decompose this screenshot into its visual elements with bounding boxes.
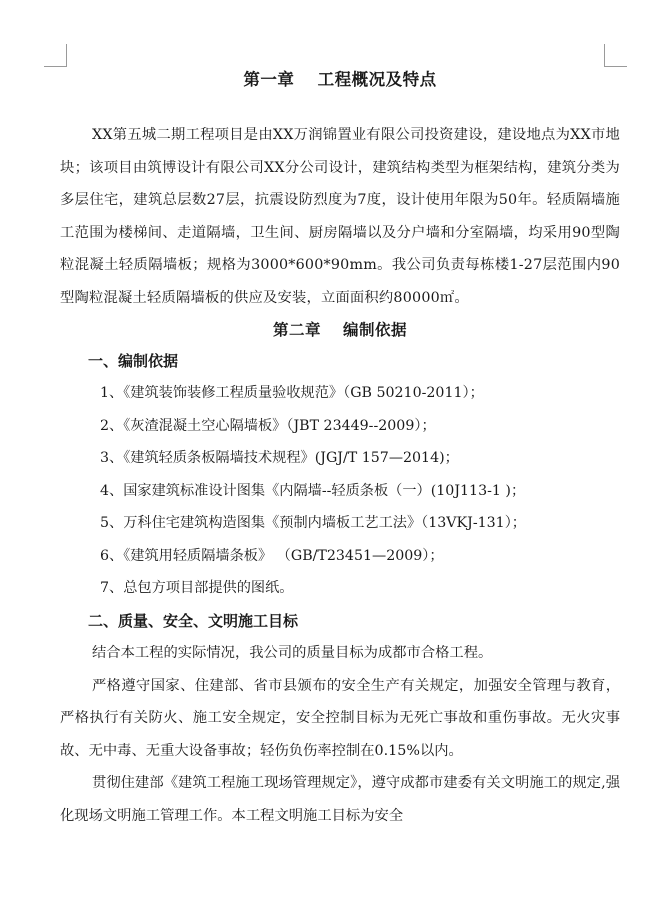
document-body bbox=[60, 66, 620, 833]
section-2-heading: 二、质量、安全、文明施工目标 bbox=[88, 611, 299, 630]
quality-goal-paragraph: 结合本工程的实际情况，我公司的质量目标为成都市合格工程。 bbox=[92, 645, 493, 662]
basis-item-6: 6、《建筑用轻质隔墙条板》 （GB/T23451—2009）； bbox=[100, 547, 444, 564]
basis-item-3: 3、《建筑轻质条板隔墙技术规程》(JGJ/T 157—2014)； bbox=[100, 450, 459, 467]
section-1-heading: 一、编制依据 bbox=[88, 351, 179, 370]
overview-paragraph: XX第五城二期工程项目是由XX万润锦置业有限公司投资建设，建设地点为XX市地块；该项目由筑博设计有限公司XX分公司设计，建筑结构类型为框架结构，建筑分类为多层住宅，建筑总层数27层，抗震设防烈度为7度，设计使用年限为50年。轻质隔墙施工范围为楼梯间、走道隔墙，卫生间、厨房隔墙以及分户墙和分室隔墙，均采用90型陶粒混凝土轻质隔墙板；规格为3000*600*90mm。我公司负责每栋楼1-27层范围内90型陶粒混凝土轻质隔墙板的供应及安装，立面面积约80000㎡。 bbox=[60, 127, 620, 306]
crop-mark-top-left bbox=[44, 44, 67, 67]
crop-mark-top-right bbox=[604, 44, 627, 67]
basis-item-7: 7、总包方项目部提供的图纸。 bbox=[100, 580, 294, 597]
civilized-construction-paragraph: 贯彻住建部《建筑工程施工现场管理规定》，遵守成都市建委有关文明施工的规定,强化现场文明施工管理工作。本工程文明施工目标为安全 bbox=[60, 775, 620, 825]
basis-item-5: 5、万科住宅建筑构造图集《预制内墙板工艺工法》（13VKJ-131）； bbox=[100, 515, 526, 532]
chapter-2-title: 第二章 编制依据 bbox=[273, 319, 407, 339]
basis-item-1: 1、《建筑装饰装修工程质量验收规范》（GB 50210-2011）； bbox=[100, 385, 484, 402]
basis-item-2: 2、《灰渣混凝土空心隔墙板》（JBT 23449--2009）； bbox=[100, 417, 436, 434]
basis-item-4: 4、国家建筑标准设计图集《内隔墙--轻质条板（一）(10J113-1 )； bbox=[100, 482, 526, 499]
chapter-1-title: 第一章 工程概况及特点 bbox=[243, 70, 437, 89]
safety-goal-paragraph: 严格遵守国家、住建部、省市县颁布的安全生产有关规定，加强安全管理与教育，严格执行有关防火、施工安全规定，安全控制目标为无死亡事故和重伤事故。无火灾事故、无中毒、无重大设备事故；轻伤负伤率控制在0.15%以内。 bbox=[60, 677, 620, 759]
